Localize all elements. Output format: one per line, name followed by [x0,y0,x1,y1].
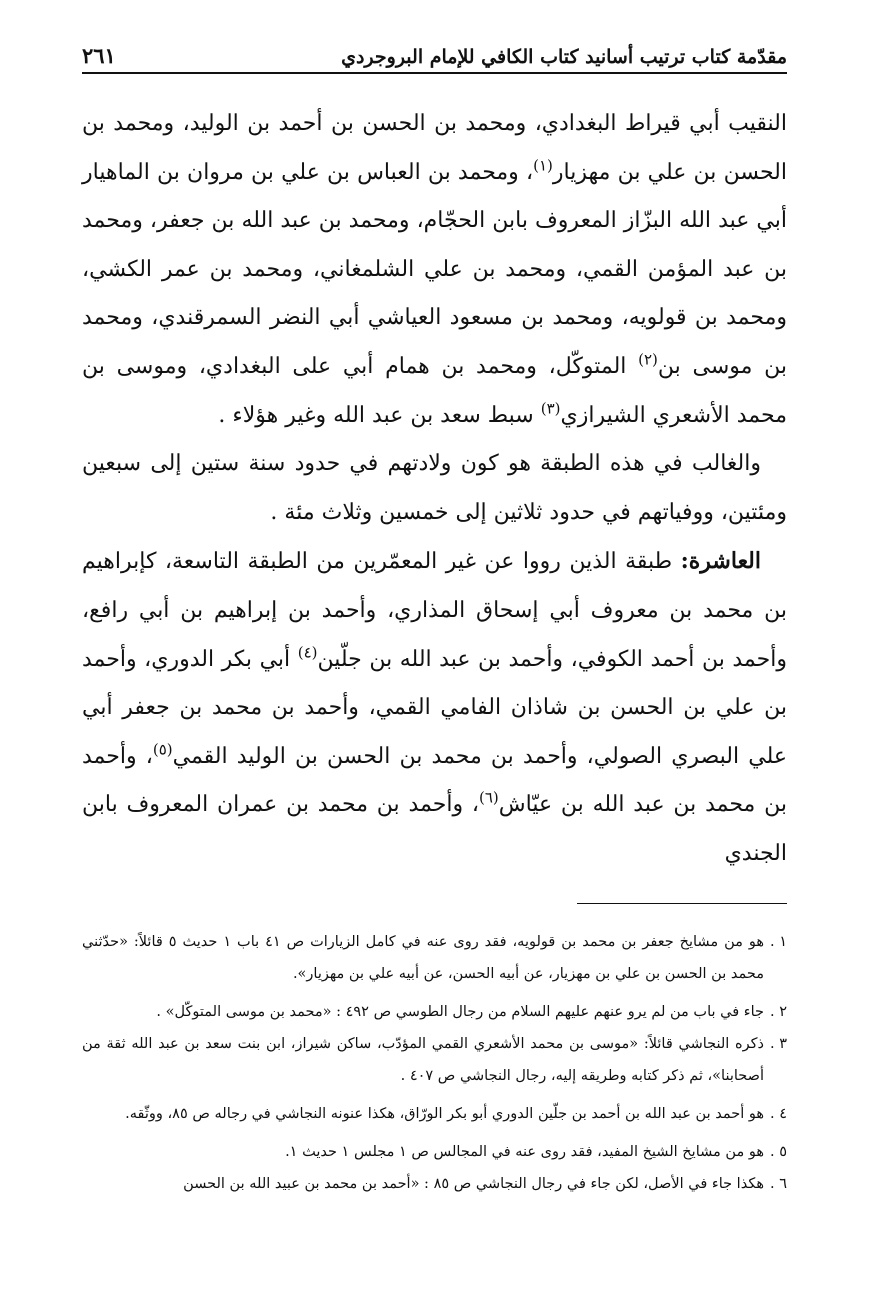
footnote-marker-5: (٥) [152,740,173,759]
footnote-text: هكذا جاء في الأصل، لكن جاء في رجال النجاشي ص ٨٥ : «أحمد بن محمد بن عبيد الله بن الحسن [183,1175,764,1192]
paragraph-2 [82,440,787,537]
footnote-number: ١ . [769,933,787,950]
footnote-1 [82,926,787,990]
footnote-number: ٦ . [769,1175,787,1192]
footnote-2 [82,996,787,1028]
paragraph-3-part-3: ، وأحمد بن محمد بن عبد الله بن عيّاش [82,743,788,818]
footnote-number: ٣ . [769,1035,787,1052]
footnotes [82,926,787,1200]
footnote-text: جاء في باب من لم يرو عنهم عليهم السلام من رجال الطوسي ص ٤٩٢ : «محمد بن موسى المتوكّل» . [156,1003,764,1020]
footnote-marker-4: (٤) [297,643,318,662]
footnote-separator [577,903,787,904]
paragraph-2-text: والغالب في هذه الطبقة هو كون ولادتهم في حدود سنة ستين إلى سبعين ومئتين، ووفياتهم في حدود ثلاثين إلى خمسين وثلاث مئة . [82,451,787,525]
footnote-3 [82,1028,787,1092]
footnote-text: هو من مشايخ الشيخ المفيد، فقد روى عنه في المجالس ص ١ مجلس ١ حديث ١. [285,1143,764,1160]
running-header [82,30,787,74]
running-title: مقدّمة كتاب ترتيب أسانيد كتاب الكافي للإمام البروجردي [341,46,787,68]
footnote-marker-1: (١) [533,156,553,175]
footnote-marker-3: (٣) [540,399,561,418]
paragraph-3-part-4: ، وأحمد بن محمد بن عمران المعروف بابن الجندي [82,792,787,866]
footnote-number: ٢ . [769,1003,787,1020]
paragraph-3 [82,537,787,878]
page-number: ٢٦١ [82,43,116,68]
paragraph-1-part-1: النقيب أبي قيراط البغدادي، ومحمد بن الحسن بن أحمد بن الوليد، ومحمد بن الحسن بن علي بن مهزيار [82,111,787,185]
footnote-text: ذكره النجاشي قائلاً: «موسى بن محمد الأشعري القمي المؤدّب، ساكن شيراز، ابن بنت سعد بن عبد الله ثقة من أصحابنا»، ثم ذكر كتابه وطريقه إليه، رجال النجاشي ص ٤٠٧ . [82,1035,764,1084]
paragraph-1-part-3: المتوكّل، ومحمد بن همام أبي على البغدادي، وموسى بن محمد الأشعري الشيرازي [82,353,787,428]
paragraph-1-part-2: ، ومحمد بن العباس بن علي بن مروان بن الماهيار أبي عبد الله البزّاز المعروف بابن الحجّام، ومحمد بن عبد الله بن جعفر، ومحمد بن عبد المؤمن القمي، ومحمد بن علي الشلمغاني، ومحمد بن عمر الكشي، ومحمد بن قولويه، ومحمد بن مسعود العياشي أبي النضر السمرقندي، ومحمد بن موسى بن [82,159,787,379]
footnote-marker-6: (٦) [479,788,499,807]
footnote-text: هو أحمد بن عبد الله بن أحمد بن جلّين الدوري أبو بكر الورّاق، هكذا عنونه النجاشي في رجاله ص ٨٥، ووثّقه. [125,1105,764,1122]
book-page [82,30,787,1200]
footnote-number: ٤ . [769,1105,787,1122]
footnote-marker-2: (٢) [638,350,658,369]
paragraph-1 [82,100,787,440]
paragraph-3-part-1: طبقة الذين رووا عن غير المعمّرين من الطبقة التاسعة، كإبراهيم بن محمد بن معروف أبي إسحاق المذاري، وأحمد بن إبراهيم بن أبي رافع، وأحمد بن أحمد الكوفي، وأحمد بن عبد الله بن جلّين [82,549,787,672]
main-text [82,100,787,879]
footnote-text: هو من مشايخ جعفر بن محمد بن قولويه، فقد روى عنه في كامل الزيارات ص ٤١ باب ١ حديث ٥ قائلاً: «حدّثني محمد بن الحسن بن علي بن مهزيار، عن أبيه الحسن، عن أبيه علي بن مهزيار». [82,933,764,982]
section-lead-word: العاشرة: [680,548,761,575]
footnote-6 [82,1168,787,1200]
paragraph-1-part-4: سبط سعد بن عبد الله وغير هؤلاء . [218,402,541,428]
footnote-number: ٥ . [769,1143,787,1160]
paragraph-3-part-2: أبي بكر الدوري، وأحمد بن علي بن الحسن بن شاذان الفامي القمي، وأحمد بن محمد بن جعفر أبي علي البصري الصولي، وأحمد بن محمد بن الحسن بن الوليد القمي [82,646,787,769]
footnote-4 [82,1098,787,1130]
footnote-5 [82,1136,787,1168]
